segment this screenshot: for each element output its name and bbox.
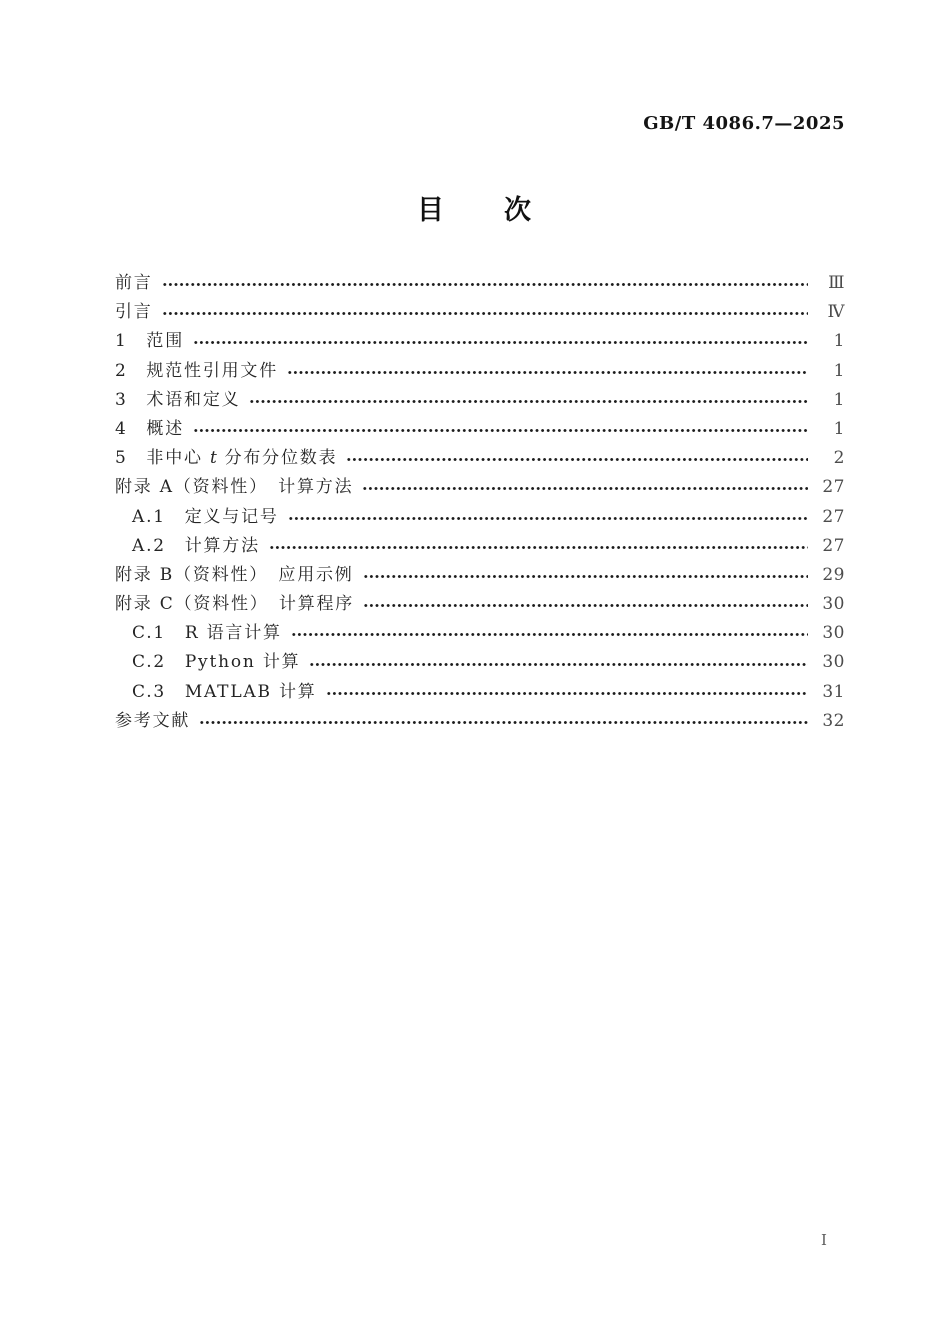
- toc-list: [115, 269, 845, 736]
- toc-entry-label: A.1 定义与记号: [132, 506, 279, 527]
- leader-dots: [326, 684, 808, 703]
- toc-entry[interactable]: [115, 269, 845, 298]
- italic-symbol: t: [210, 448, 218, 469]
- page-title: 目 次: [417, 195, 533, 226]
- standard-number-header: GB/T 4086.7—2025: [643, 113, 845, 134]
- toc-entry-page-number: 29: [822, 564, 845, 585]
- toc-entry[interactable]: [115, 415, 845, 444]
- toc-entry-page-number: 1: [833, 418, 845, 439]
- toc-entry-label: 4 概述: [115, 418, 185, 439]
- toc-entry-label: C.1 R 语言计算: [132, 623, 282, 644]
- toc-entry[interactable]: [115, 298, 845, 327]
- toc-entry[interactable]: [115, 648, 845, 677]
- toc-entry-label: 参考文献: [115, 710, 191, 731]
- leader-dots: [346, 450, 808, 469]
- leader-dots: [287, 363, 808, 382]
- toc-entry[interactable]: [115, 619, 845, 648]
- leader-dots: [309, 655, 808, 674]
- toc-entry-page-number: 30: [822, 594, 845, 615]
- toc-entry-label: 附录 C（资料性） 计算程序: [115, 594, 355, 615]
- leader-dots: [249, 392, 808, 411]
- leader-dots: [363, 567, 808, 586]
- toc-entry-label: 附录 B（资料性） 应用示例: [115, 564, 354, 585]
- toc-entry-page-number: 30: [822, 623, 845, 644]
- toc-entry-page-number: 27: [822, 535, 845, 556]
- leader-dots: [193, 333, 808, 352]
- toc-entry-label: 前言: [115, 273, 153, 293]
- toc-entry-page-number: 27: [822, 477, 845, 498]
- leader-dots: [193, 421, 808, 440]
- leader-dots: [288, 509, 808, 528]
- toc-entry-page-number: 1: [833, 360, 845, 381]
- toc-entry-label: C.2 Python 计算: [132, 652, 301, 673]
- toc-entry-label: 引言: [115, 302, 153, 323]
- toc-entry-page-number: 1: [833, 389, 845, 410]
- toc-entry[interactable]: [115, 386, 845, 415]
- leader-dots: [199, 713, 808, 732]
- toc-entry-page-number: 27: [822, 506, 845, 527]
- footer-page-number: I: [821, 1231, 827, 1249]
- leader-dots: [269, 538, 808, 557]
- toc-entry-label: A.2 计算方法: [132, 535, 260, 556]
- toc-entry-page-number: 30: [822, 652, 845, 673]
- leader-dots: [362, 479, 808, 498]
- toc-entry[interactable]: [115, 503, 845, 532]
- toc-entry[interactable]: [115, 678, 845, 707]
- toc-entry-page-number: 32: [822, 710, 845, 731]
- toc-entry-page-number: 1: [833, 331, 845, 352]
- toc-entry[interactable]: [115, 327, 845, 356]
- toc-entry-page-number: 31: [822, 681, 845, 702]
- toc-entry-label: C.3 MATLAB 计算: [132, 681, 317, 702]
- toc-entry-label: 3 术语和定义: [115, 389, 241, 410]
- toc-entry-page-number: 2: [833, 448, 845, 469]
- leader-dots: [162, 275, 808, 294]
- toc-entry-label: 2 规范性引用文件: [115, 360, 279, 381]
- toc-entry[interactable]: [115, 707, 845, 736]
- toc-entry[interactable]: [115, 357, 845, 386]
- toc-entry[interactable]: [115, 532, 845, 561]
- toc-entry[interactable]: [115, 590, 845, 619]
- leader-dots: [291, 625, 808, 644]
- leader-dots: [162, 304, 808, 323]
- toc-entry[interactable]: [115, 561, 845, 590]
- leader-dots: [363, 596, 808, 615]
- toc-entry-label: 1 范围: [115, 331, 185, 352]
- toc-entry[interactable]: [115, 473, 845, 502]
- toc-entry-label: 附录 A（资料性） 计算方法: [115, 477, 354, 498]
- toc-entry-page-number: Ⅳ: [827, 302, 845, 323]
- toc-entry-page-number: Ⅲ: [828, 273, 845, 293]
- toc-entry-label: 5 非中心 t 分布分位数表: [115, 448, 338, 469]
- toc-entry[interactable]: [115, 444, 845, 473]
